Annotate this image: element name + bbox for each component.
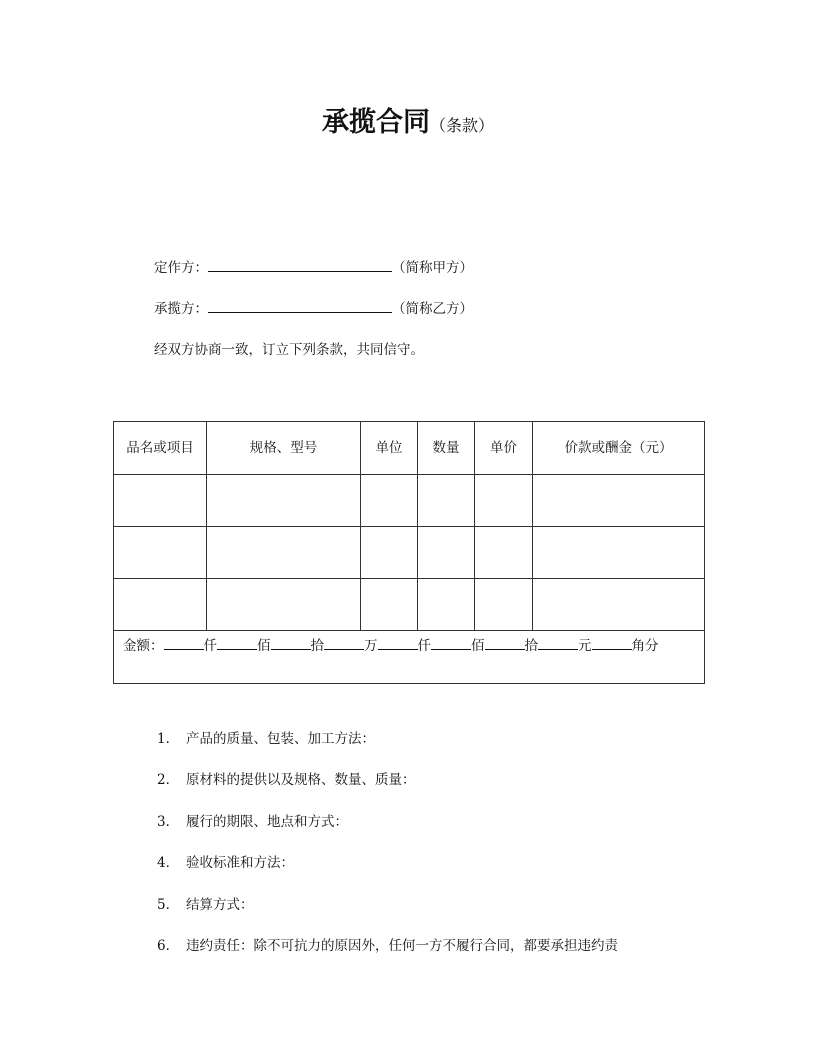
clause-4: [157, 853, 294, 873]
clause-text: 履行的期限、地点和方式：: [186, 814, 348, 830]
table-cell[interactable]: [475, 579, 533, 631]
clause-6: [157, 936, 618, 956]
table-cell[interactable]: [475, 527, 533, 579]
clause-text: 结算方式：: [186, 897, 254, 913]
header-spec: 规格、型号: [207, 422, 361, 475]
table-cell[interactable]: [361, 579, 418, 631]
clause-5: [157, 895, 254, 915]
clause-text: 违约责任：除不可抗力的原因外，任何一方不履行合同，都要承担违约责: [186, 938, 618, 954]
clause-number: 4．: [157, 855, 180, 871]
table-cell[interactable]: [361, 475, 418, 527]
amount-unit: 仟: [203, 638, 217, 654]
amount-blank[interactable]: [538, 637, 578, 650]
table-row: [114, 475, 705, 527]
clause-number: 2．: [157, 772, 180, 788]
amount-unit: 仟: [417, 638, 431, 654]
table-cell[interactable]: [361, 527, 418, 579]
party-b-label: 承揽方：: [154, 301, 208, 317]
title-main: 承揽合同: [321, 107, 430, 138]
party-a-line: [154, 257, 473, 278]
clause-number: 3．: [157, 814, 180, 830]
header-item-name: 品名或项目: [114, 422, 207, 475]
table-cell[interactable]: [207, 475, 361, 527]
amount-blank[interactable]: [592, 637, 632, 650]
table-cell[interactable]: [533, 579, 705, 631]
amount-blank[interactable]: [271, 637, 311, 650]
clause-1: [157, 729, 375, 749]
party-b-line: [154, 298, 473, 319]
clause-number: 6．: [157, 938, 180, 954]
table-cell[interactable]: [114, 527, 207, 579]
amount-label: 金额：: [123, 638, 164, 654]
amount-unit: 佰: [257, 638, 271, 654]
amount-blank[interactable]: [164, 637, 204, 650]
table-header-row: [114, 422, 705, 475]
party-b-blank[interactable]: [208, 298, 392, 313]
amount-blank[interactable]: [378, 637, 418, 650]
amount-unit: 万: [364, 638, 378, 654]
amount-blank[interactable]: [431, 637, 471, 650]
amount-unit: 拾: [524, 638, 538, 654]
party-b-suffix: （简称乙方）: [392, 301, 473, 317]
table-cell[interactable]: [418, 579, 475, 631]
amount-unit: 分: [645, 638, 659, 654]
clause-number: 5．: [157, 897, 180, 913]
table-cell[interactable]: [475, 475, 533, 527]
clause-text: 验收标准和方法：: [186, 855, 294, 871]
amount-blank[interactable]: [485, 637, 525, 650]
clause-text: 原材料的提供以及规格、数量、质量：: [186, 772, 416, 788]
header-amount: 价款或酬金（元）: [533, 422, 705, 475]
table-cell[interactable]: [114, 475, 207, 527]
amount-row: [114, 631, 705, 684]
table-cell[interactable]: [533, 527, 705, 579]
items-table: [113, 421, 705, 684]
clause-text: 产品的质量、包装、加工方法：: [186, 731, 375, 747]
table-cell[interactable]: [418, 475, 475, 527]
table-row: [114, 579, 705, 631]
party-a-suffix: （简称甲方）: [392, 260, 473, 276]
header-quantity: 数量: [418, 422, 475, 475]
amount-unit: 元: [578, 638, 592, 654]
amount-blank[interactable]: [324, 637, 364, 650]
amount-unit: 角: [631, 638, 645, 654]
table-cell[interactable]: [207, 579, 361, 631]
clause-2: [157, 770, 416, 790]
intro-text: 经双方协商一致，订立下列条款，共同信守。: [154, 342, 424, 358]
party-a-blank[interactable]: [208, 257, 392, 272]
table-row: [114, 527, 705, 579]
document-title: [0, 100, 816, 139]
amount-unit: 拾: [310, 638, 324, 654]
header-unit: 单位: [361, 422, 418, 475]
title-sub: （条款）: [429, 116, 494, 135]
amount-blank[interactable]: [217, 637, 257, 650]
party-a-label: 定作方：: [154, 260, 208, 276]
table-cell[interactable]: [418, 527, 475, 579]
table-cell[interactable]: [207, 527, 361, 579]
header-unit-price: 单价: [475, 422, 533, 475]
table-cell[interactable]: [114, 579, 207, 631]
amount-unit: 佰: [471, 638, 485, 654]
clause-3: [157, 812, 348, 832]
amount-cell: [114, 631, 705, 684]
table-cell[interactable]: [533, 475, 705, 527]
clause-number: 1．: [157, 731, 180, 747]
